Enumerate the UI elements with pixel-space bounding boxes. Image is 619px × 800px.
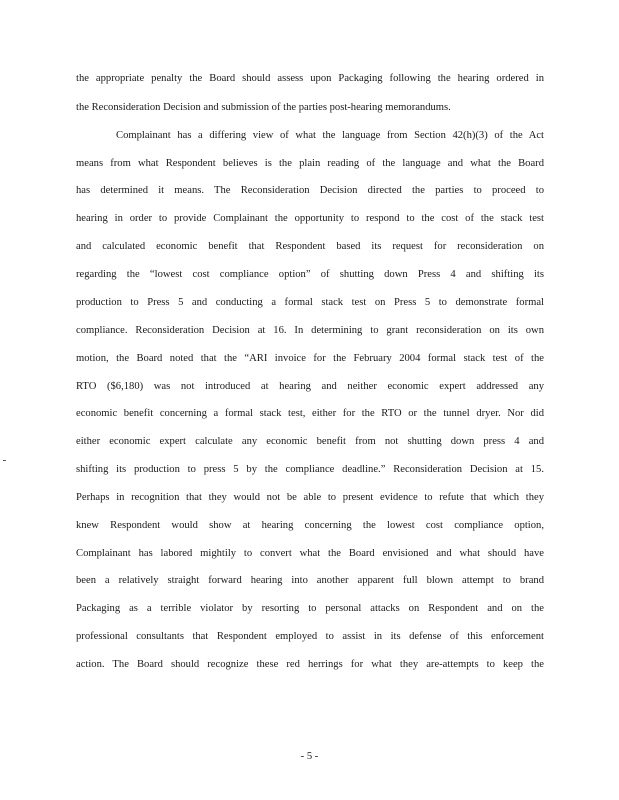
paragraph-line-1: the appropriate penalty the Board should assess upon Packaging following the hearing ordered in — [76, 73, 544, 84]
paragraph-line-14: either economic expert calculate any economic benefit from not shutting down press 4 and — [76, 436, 544, 447]
paragraph-line-12: RTO ($6,180) was not introduced at hearing and neither economic expert addressed any — [76, 381, 544, 392]
paragraph-line-9: production to Press 5 and conducting a formal stack test on Press 5 to demonstrate formal — [76, 297, 544, 308]
paragraph-line-8: regarding the “lowest cost compliance option” of shutting down Press 4 and shifting its — [76, 269, 544, 280]
paragraph-line-15: shifting its production to press 5 by the compliance deadline.” Reconsideration Decision at 15. — [76, 464, 544, 475]
margin-mark — [3, 460, 6, 461]
paragraph-line-13: economic benefit concerning a formal stack test, either for the RTO or the tunnel dryer. Nor did — [76, 408, 544, 419]
paragraph-line-10: compliance. Reconsideration Decision at 16. In determining to grant reconsideration on its own — [76, 325, 544, 336]
paragraph-line-11: motion, the Board noted that the “ARI invoice for the February 2004 formal stack test of the — [76, 353, 544, 364]
page-number: - 5 - — [300, 751, 319, 762]
paragraph-line-7: and calculated economic benefit that Respondent based its request for reconsideration on — [76, 241, 544, 252]
paragraph-line-4: means from what Respondent believes is the plain reading of the language and what the Board — [76, 158, 544, 169]
paragraph-line-5: has determined it means. The Reconsideration Decision directed the parties to proceed to — [76, 185, 544, 196]
paragraph-line-2: the Reconsideration Decision and submission of the parties post-hearing memorandums. — [76, 102, 451, 113]
paragraph-line-16: Perhaps in recognition that they would not be able to present evidence to refute that which they — [76, 492, 544, 503]
paragraph-line-6: hearing in order to provide Complainant the opportunity to respond to the cost of the stack test — [76, 213, 544, 224]
paragraph-line-19: been a relatively straight forward hearing into another apparent full blown attempt to brand — [76, 575, 544, 586]
paragraph-line-3: Complainant has a differing view of what the language from Section 42(h)(3) of the Act — [116, 130, 544, 141]
paragraph-line-18: Complainant has labored mightily to convert what the Board envisioned and what should have — [76, 548, 544, 559]
paragraph-line-22: action. The Board should recognize these red herrings for what they are-attempts to keep the — [76, 659, 544, 670]
paragraph-line-20: Packaging as a terrible violator by resorting to personal attacks on Respondent and on the — [76, 603, 544, 614]
paragraph-line-21: professional consultants that Respondent employed to assist in its defense of this enforcement — [76, 631, 544, 642]
paragraph-line-17: knew Respondent would show at hearing concerning the lowest cost compliance option, — [76, 520, 544, 531]
